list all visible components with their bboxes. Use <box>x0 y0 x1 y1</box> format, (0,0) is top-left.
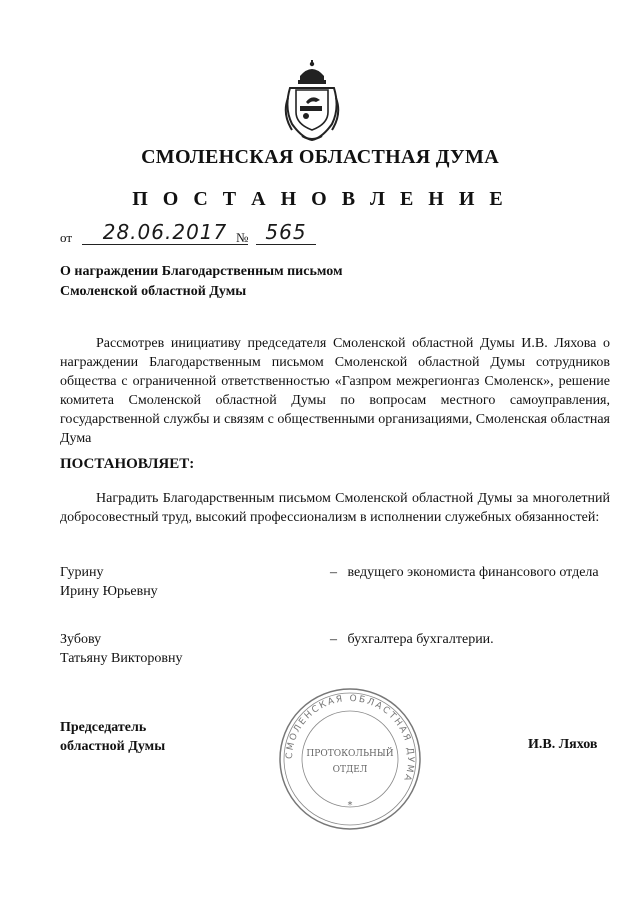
stamp-center-line1: ПРОТОКОЛЬНЫЙ <box>306 749 394 759</box>
dash-separator: – <box>330 632 337 647</box>
awardee-position-text: ведущего экономиста финансового отдела <box>347 565 599 580</box>
stamp-center-line2: ОТДЕЛ <box>332 765 368 775</box>
document-type-heading: П О С Т А Н О В Л Е Н И Е <box>132 188 508 210</box>
awardee-given-names: Татьяну Викторовну <box>60 651 183 666</box>
signatory-title <box>60 718 165 756</box>
number-sign: № <box>236 230 249 245</box>
document-subject: О награждении Благодарственным письмом Смоленской областной Думы <box>60 264 343 299</box>
signatory-title-line2: областной Думы <box>60 739 166 754</box>
svg-text:*: * <box>347 800 353 811</box>
awardee-name <box>60 630 290 668</box>
dash-separator: – <box>330 565 337 580</box>
organization-title: СМОЛЕНСКАЯ ОБЛАСТНАЯ ДУМА <box>141 146 499 168</box>
decision-paragraph: Наградить Благодарственным письмом Смоленской областной Думы за многолетний добросовестный труд, высокий профессионализм в исполнении служебных обязанностей: <box>60 491 610 525</box>
awardee-given-names: Ирину Юрьевну <box>60 584 158 599</box>
awardee-surname: Гурину <box>60 565 104 580</box>
stamp-ring-text: СМОЛЕНСКАЯ ОБЛАСТНАЯ ДУМА <box>284 693 416 784</box>
awardee-position <box>330 563 610 582</box>
awardee-name <box>60 563 290 601</box>
official-round-stamp <box>270 684 430 834</box>
awardee-position <box>330 630 610 649</box>
preamble-paragraph: Рассмотрев инициативу председателя Смоленской областной Думы И.В. Ляхова о награждении Благодарственным письмом Смоленской областной Думы сотрудников общества с ограниченной ответственностью «Газпром межрегионгаз Смоленск», решение комитета Смоленской областной Думы по вопросам местного самоуправления, государственной службы и связям с общественными организациями, Смоленская областная Дума <box>60 336 610 446</box>
coat-of-arms-emblem <box>280 58 344 142</box>
awardee-position-text: бухгалтера бухгалтерии. <box>347 632 494 647</box>
signatory-title-line1: Председатель <box>60 720 147 735</box>
handwritten-document-number: 565 <box>256 220 316 245</box>
resolves-heading: ПОСТАНОВЛЯЕТ: <box>60 456 195 472</box>
handwritten-date: 28.06.2017 <box>82 220 248 245</box>
date-prefix-label: от <box>60 230 73 245</box>
signatory-name: И.В. Ляхов <box>528 737 598 752</box>
awardee-surname: Зубову <box>60 632 102 647</box>
